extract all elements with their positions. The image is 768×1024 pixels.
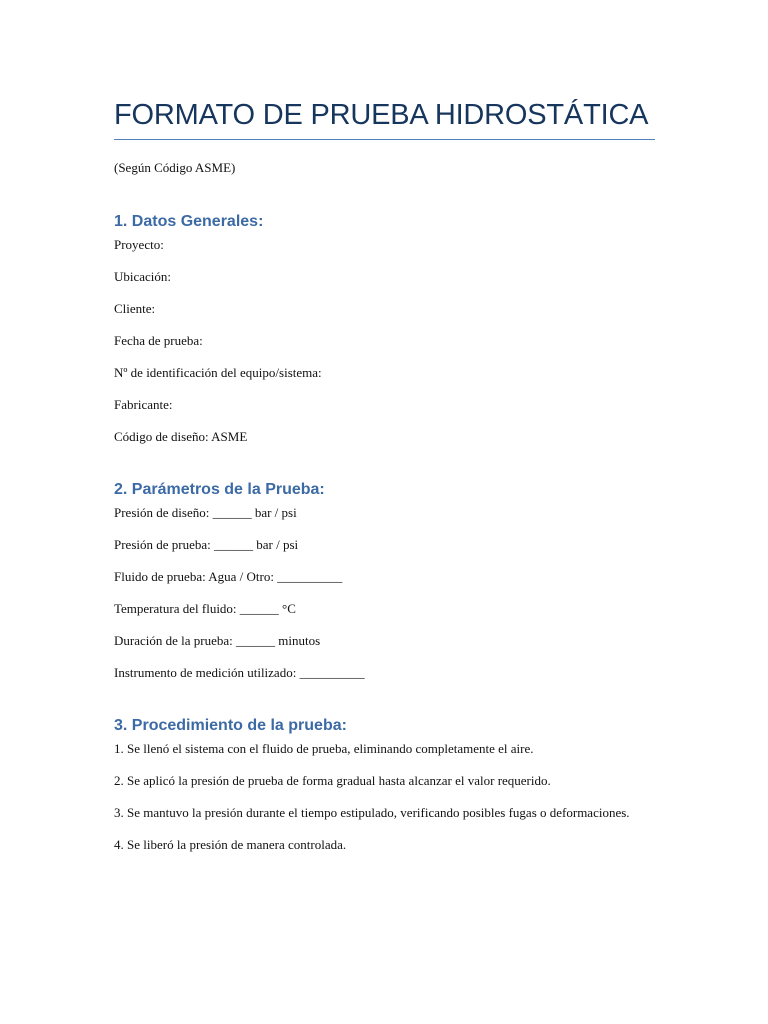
document-subtitle: (Según Código ASME) xyxy=(114,160,236,175)
field-design-code: Código de diseño: ASME xyxy=(114,429,248,444)
field-design-pressure: Presión de diseño: ______ bar / psi xyxy=(114,505,297,520)
title-divider xyxy=(114,139,655,140)
document-title: FORMATO DE PRUEBA HIDROSTÁTICA xyxy=(114,99,649,131)
section-general-data xyxy=(114,211,655,447)
field-test-fluid: Fluido de prueba: Agua / Otro: __________ xyxy=(114,569,343,584)
section-test-procedure xyxy=(114,715,655,855)
section-heading-procedure: 3. Procedimiento de la prueba: xyxy=(114,717,347,734)
procedure-step-1: 1. Se llenó el sistema con el fluido de prueba, eliminando completamente el aire. xyxy=(114,741,534,756)
field-test-date: Fecha de prueba: xyxy=(114,333,203,348)
field-test-duration: Duración de la prueba: ______ minutos xyxy=(114,633,321,648)
section-test-parameters xyxy=(114,479,655,683)
field-test-pressure: Presión de prueba: ______ bar / psi xyxy=(114,537,299,552)
section-heading-general: 1. Datos Generales: xyxy=(114,213,264,230)
procedure-step-4: 4. Se liberó la presión de manera controlada. xyxy=(114,837,347,852)
field-client: Cliente: xyxy=(114,301,156,316)
procedure-step-3: 3. Se mantuvo la presión durante el tiempo estipulado, verificando posibles fugas o deformaciones. xyxy=(114,805,630,820)
field-fluid-temperature: Temperatura del fluido: ______ °C xyxy=(114,601,296,616)
field-location: Ubicación: xyxy=(114,269,172,284)
procedure-step-2: 2. Se aplicó la presión de prueba de forma gradual hasta alcanzar el valor requerido. xyxy=(114,773,551,788)
field-project: Proyecto: xyxy=(114,237,164,252)
field-equipment-id: Nº de identificación del equipo/sistema: xyxy=(114,365,322,380)
field-measuring-instrument: Instrumento de medición utilizado: __________ xyxy=(114,665,365,680)
field-manufacturer: Fabricante: xyxy=(114,397,173,412)
section-heading-parameters: 2. Parámetros de la Prueba: xyxy=(114,481,325,498)
